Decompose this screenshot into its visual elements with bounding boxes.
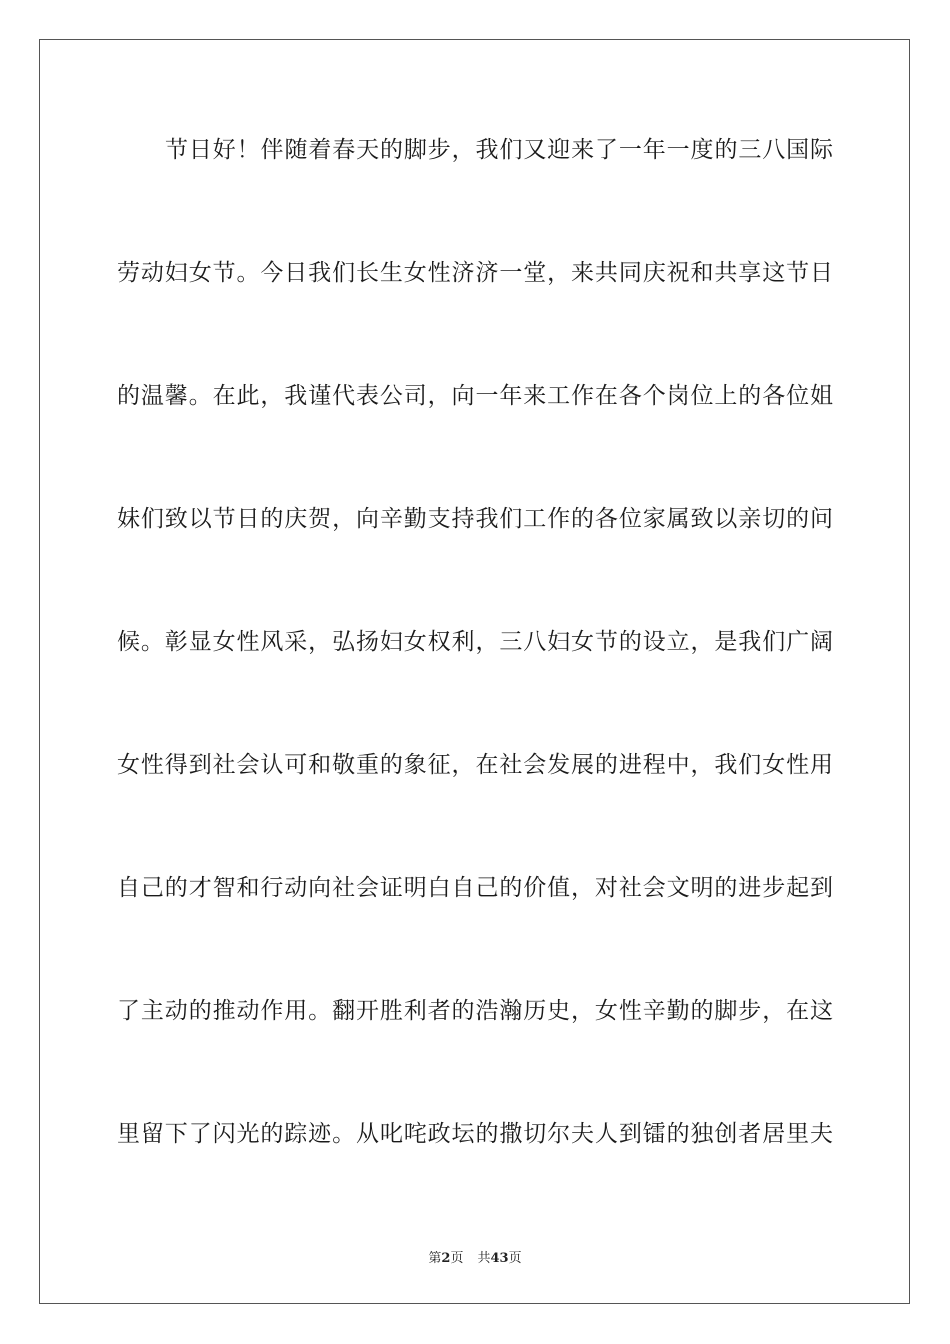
page-prefix: 第 — [428, 1251, 442, 1266]
paragraph-line-9: 里留下了闪光的踪迹。从叱咤政坛的撒切尔夫人到镭的独创者居里夫 — [117, 1121, 833, 1147]
paragraph-line-1: 节日好！伴随着春天的脚步，我们又迎来了一年一度的三八国际 — [165, 137, 833, 163]
page-frame — [39, 39, 910, 1304]
paragraph-line-5: 候。彰显女性风采，弘扬妇女权利，三八妇女节的设立，是我们广阔 — [117, 629, 833, 655]
paragraph-line-6: 女性得到社会认可和敬重的象征，在社会发展的进程中，我们女性用 — [117, 752, 833, 778]
paragraph-line-4: 妹们致以节日的庆贺，向辛勤支持我们工作的各位家属致以亲切的问 — [117, 506, 833, 532]
total-pages: 43 — [490, 1251, 509, 1266]
page-footer — [0, 1247, 950, 1266]
paragraph-line-2: 劳动妇女节。今日我们长生女性济济一堂，来共同庆祝和共享这节日 — [117, 260, 833, 286]
page-number: 2 — [441, 1251, 451, 1266]
total-suffix: 页 — [508, 1251, 522, 1266]
page-suffix: 页 — [450, 1251, 464, 1266]
total-prefix: 共 — [477, 1251, 491, 1266]
paragraph-line-8: 了主动的推动作用。翻开胜利者的浩瀚历史，女性辛勤的脚步，在这 — [117, 998, 833, 1024]
paragraph-line-7: 自己的才智和行动向社会证明白自己的价值，对社会文明的进步起到 — [117, 875, 833, 901]
paragraph-line-3: 的温馨。在此，我谨代表公司，向一年来工作在各个岗位上的各位姐 — [117, 383, 833, 409]
